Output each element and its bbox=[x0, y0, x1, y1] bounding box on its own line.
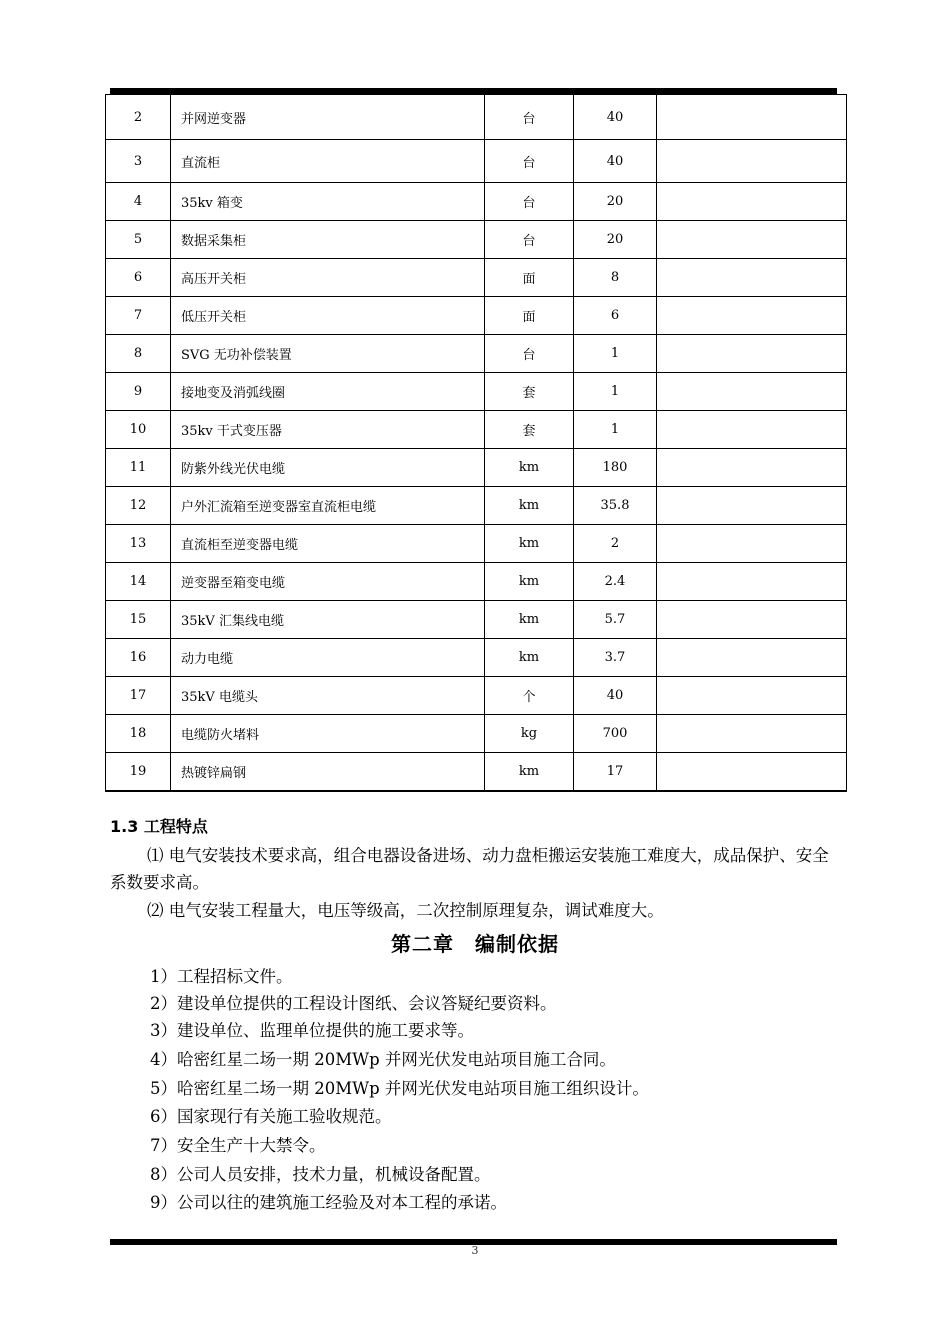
table-row bbox=[106, 525, 847, 563]
table-row bbox=[106, 639, 847, 677]
table-row bbox=[106, 753, 847, 792]
row-note bbox=[657, 373, 847, 411]
row-quantity: 20 bbox=[574, 221, 657, 259]
row-number: 19 bbox=[106, 753, 171, 792]
row-unit: 台 bbox=[485, 221, 574, 259]
row-note bbox=[657, 677, 847, 715]
row-quantity: 2 bbox=[574, 525, 657, 563]
row-unit: 面 bbox=[485, 259, 574, 297]
row-item-name: 动力电缆 bbox=[171, 639, 485, 677]
row-number: 14 bbox=[106, 563, 171, 601]
row-quantity: 35.8 bbox=[574, 487, 657, 525]
basis-item: 6）国家现行有关施工验收规范。 bbox=[150, 1107, 392, 1126]
row-quantity: 1 bbox=[574, 335, 657, 373]
row-item-name: SVG 无功补偿装置 bbox=[171, 335, 485, 373]
row-unit: 台 bbox=[485, 95, 574, 140]
row-note bbox=[657, 140, 847, 183]
chapter-title: 第二章 编制依据 bbox=[391, 932, 559, 956]
equipment-table-body bbox=[106, 95, 847, 792]
row-item-name: 热镀锌扁钢 bbox=[171, 753, 485, 792]
section-paragraph-2: ⑵ 电气安装工程量大，电压等级高，二次控制原理复杂，调试难度大。 bbox=[147, 901, 664, 920]
basis-item: 9）公司以往的建筑施工经验及对本工程的承诺。 bbox=[150, 1193, 507, 1212]
table-row bbox=[106, 297, 847, 335]
row-item-name: 直流柜至逆变器电缆 bbox=[171, 525, 485, 563]
row-number: 15 bbox=[106, 601, 171, 639]
row-item-name: 35kv 干式变压器 bbox=[171, 411, 485, 449]
row-unit: 套 bbox=[485, 373, 574, 411]
table-row bbox=[106, 335, 847, 373]
row-unit: kg bbox=[485, 715, 574, 753]
row-note bbox=[657, 449, 847, 487]
row-item-name: 35kV 电缆头 bbox=[171, 677, 485, 715]
row-item-name: 接地变及消弧线圈 bbox=[171, 373, 485, 411]
row-item-name: 35kv 箱变 bbox=[171, 183, 485, 221]
row-note bbox=[657, 297, 847, 335]
row-item-name: 并网逆变器 bbox=[171, 95, 485, 140]
table-row bbox=[106, 221, 847, 259]
row-note bbox=[657, 221, 847, 259]
row-unit: 台 bbox=[485, 183, 574, 221]
table-row bbox=[106, 715, 847, 753]
row-item-name: 35kV 汇集线电缆 bbox=[171, 601, 485, 639]
row-item-name: 高压开关柜 bbox=[171, 259, 485, 297]
table-row bbox=[106, 677, 847, 715]
row-note bbox=[657, 259, 847, 297]
row-unit: 面 bbox=[485, 297, 574, 335]
section-paragraph-1: ⑴ 电气安装技术要求高，组合电器设备进场、动力盘柜搬运安装施工难度大，成品保护、安全系数要求高。 bbox=[110, 846, 829, 892]
row-note bbox=[657, 487, 847, 525]
table-row bbox=[106, 140, 847, 183]
row-unit: km bbox=[485, 487, 574, 525]
table-row bbox=[106, 411, 847, 449]
table-row bbox=[106, 563, 847, 601]
row-number: 13 bbox=[106, 525, 171, 563]
row-unit: 台 bbox=[485, 140, 574, 183]
row-unit: km bbox=[485, 601, 574, 639]
table-row bbox=[106, 95, 847, 140]
row-note bbox=[657, 753, 847, 792]
row-number: 8 bbox=[106, 335, 171, 373]
row-note bbox=[657, 95, 847, 140]
table-row bbox=[106, 449, 847, 487]
basis-item: 8）公司人员安排，技术力量，机械设备配置。 bbox=[150, 1165, 491, 1184]
row-unit: 个 bbox=[485, 677, 574, 715]
row-number: 6 bbox=[106, 259, 171, 297]
row-unit: 套 bbox=[485, 411, 574, 449]
row-quantity: 1 bbox=[574, 373, 657, 411]
row-item-name: 逆变器至箱变电缆 bbox=[171, 563, 485, 601]
row-note bbox=[657, 183, 847, 221]
row-quantity: 700 bbox=[574, 715, 657, 753]
row-note bbox=[657, 639, 847, 677]
row-item-name: 低压开关柜 bbox=[171, 297, 485, 335]
row-number: 5 bbox=[106, 221, 171, 259]
basis-item: 7）安全生产十大禁令。 bbox=[150, 1136, 326, 1155]
row-number: 10 bbox=[106, 411, 171, 449]
row-note bbox=[657, 525, 847, 563]
row-quantity: 17 bbox=[574, 753, 657, 792]
row-note bbox=[657, 411, 847, 449]
row-number: 12 bbox=[106, 487, 171, 525]
row-quantity: 1 bbox=[574, 411, 657, 449]
basis-item: 5）哈密红星二场一期 20MWp 并网光伏发电站项目施工组织设计。 bbox=[150, 1079, 649, 1098]
row-number: 7 bbox=[106, 297, 171, 335]
table-row bbox=[106, 373, 847, 411]
row-quantity: 8 bbox=[574, 259, 657, 297]
row-item-name: 直流柜 bbox=[171, 140, 485, 183]
row-note bbox=[657, 715, 847, 753]
row-quantity: 5.7 bbox=[574, 601, 657, 639]
row-unit: 台 bbox=[485, 335, 574, 373]
row-unit: km bbox=[485, 753, 574, 792]
row-note bbox=[657, 335, 847, 373]
row-note bbox=[657, 601, 847, 639]
row-quantity: 3.7 bbox=[574, 639, 657, 677]
equipment-table bbox=[105, 94, 847, 792]
row-unit: km bbox=[485, 563, 574, 601]
row-unit: km bbox=[485, 449, 574, 487]
table-row bbox=[106, 183, 847, 221]
row-item-name: 电缆防火堵料 bbox=[171, 715, 485, 753]
row-number: 11 bbox=[106, 449, 171, 487]
row-quantity: 180 bbox=[574, 449, 657, 487]
row-quantity: 20 bbox=[574, 183, 657, 221]
row-quantity: 6 bbox=[574, 297, 657, 335]
row-number: 17 bbox=[106, 677, 171, 715]
basis-item: 3）建设单位、监理单位提供的施工要求等。 bbox=[150, 1021, 474, 1040]
basis-item: 1）工程招标文件。 bbox=[150, 967, 293, 986]
row-item-name: 数据采集柜 bbox=[171, 221, 485, 259]
row-number: 3 bbox=[106, 140, 171, 183]
page-number: 3 bbox=[471, 1244, 479, 1257]
row-quantity: 40 bbox=[574, 95, 657, 140]
row-note bbox=[657, 563, 847, 601]
row-unit: km bbox=[485, 525, 574, 563]
table-row bbox=[106, 487, 847, 525]
row-unit: km bbox=[485, 639, 574, 677]
row-number: 18 bbox=[106, 715, 171, 753]
row-quantity: 2.4 bbox=[574, 563, 657, 601]
section-heading: 1.3 工程特点 bbox=[110, 817, 208, 836]
basis-item: 4）哈密红星二场一期 20MWp 并网光伏发电站项目施工合同。 bbox=[150, 1050, 616, 1069]
table-row bbox=[106, 601, 847, 639]
row-number: 16 bbox=[106, 639, 171, 677]
row-number: 4 bbox=[106, 183, 171, 221]
row-number: 2 bbox=[106, 95, 171, 140]
basis-item: 2）建设单位提供的工程设计图纸、会议答疑纪要资料。 bbox=[150, 994, 557, 1013]
row-quantity: 40 bbox=[574, 677, 657, 715]
row-item-name: 户外汇流箱至逆变器室直流柜电缆 bbox=[171, 487, 485, 525]
row-item-name: 防紫外线光伏电缆 bbox=[171, 449, 485, 487]
table-row bbox=[106, 259, 847, 297]
row-number: 9 bbox=[106, 373, 171, 411]
row-quantity: 40 bbox=[574, 140, 657, 183]
